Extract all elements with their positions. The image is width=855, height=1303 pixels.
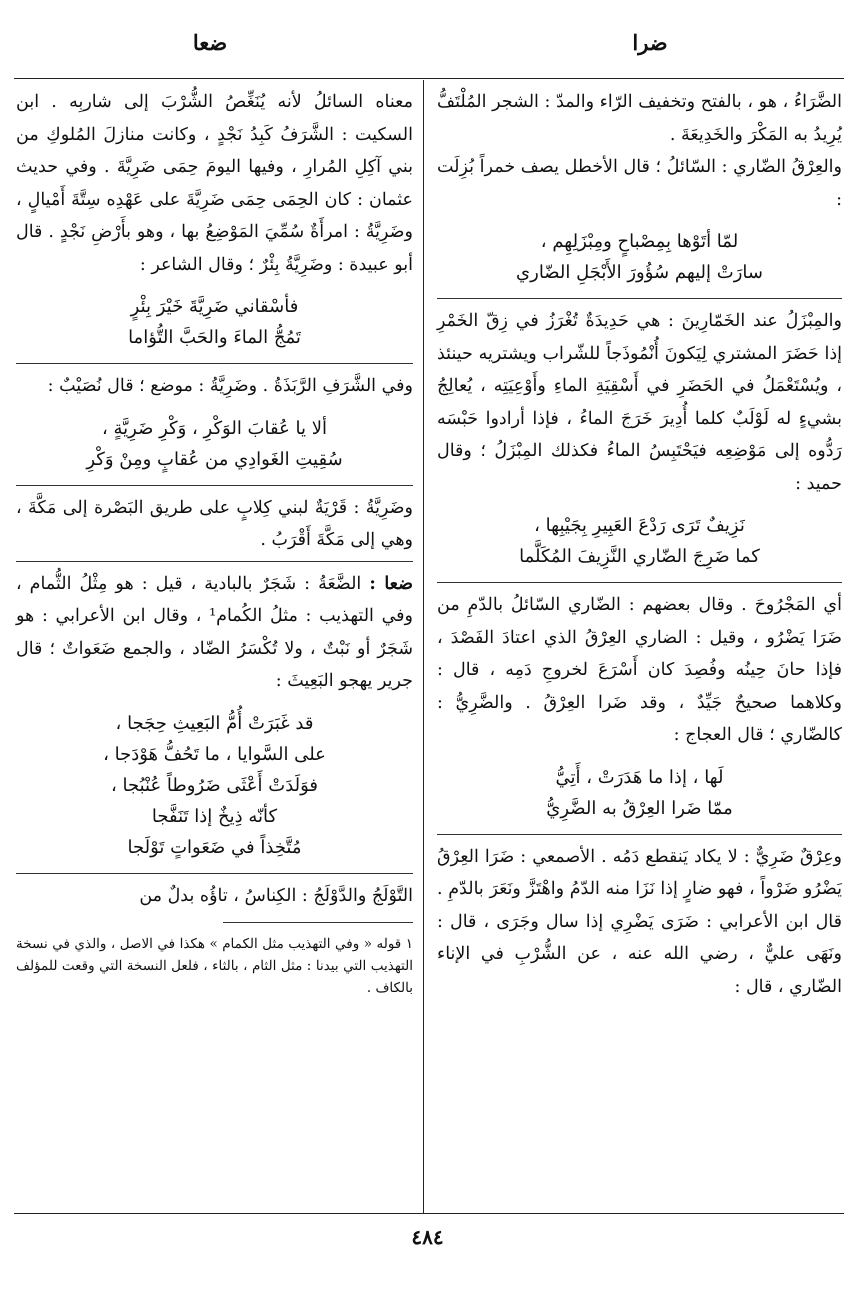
top-rule bbox=[14, 78, 844, 79]
verse bbox=[437, 510, 842, 572]
section-rule bbox=[16, 485, 413, 486]
verse-line: تَمُجُّ الماءَ والحَبَّ التُّؤاما bbox=[128, 327, 301, 348]
verse bbox=[437, 762, 842, 824]
verse-line: نَزِيفٌ تَرَى رَدْعَ العَبِيرِ بِجَيْبِها ، bbox=[534, 515, 745, 536]
section-rule bbox=[16, 561, 413, 562]
section-rule bbox=[437, 298, 842, 299]
section-rule bbox=[437, 834, 842, 835]
page-number: ٤٨٤ bbox=[411, 1225, 444, 1249]
verse-line: مُتَّخِذاً في ضَعَواتٍ تَوْلَجا bbox=[127, 836, 302, 858]
verse-line: فوَلَدَتْ أَعْثَى ضَرُوطاً عُنْبُجا ، bbox=[110, 774, 319, 796]
right-column bbox=[437, 86, 842, 1003]
verse-line: على السَّوايا ، ما تَحُفُّ هَوْدَجا ، bbox=[103, 743, 326, 765]
entry-headword: ضعا : bbox=[369, 573, 413, 594]
verse-line: لمّا أتَوْها بِمِصْباحٍ ومِبْزَلِهِم ، bbox=[540, 231, 739, 252]
paragraph: الضَّرَاءُ ، هو ، بالفتح وتخفيف الرّاء والمدّ : الشجر المُلْتَفُّ يُرِيدُ به المَكْرَ والخَدِيعَةَ . bbox=[437, 92, 842, 145]
footnote-rule bbox=[223, 922, 413, 923]
verse bbox=[16, 413, 413, 475]
verse bbox=[16, 708, 413, 863]
page-header-left: ضعا bbox=[192, 30, 228, 55]
verse-line: ممّا ضَرا العِرْقُ به الضَّرِيُّ bbox=[546, 797, 733, 819]
section-rule bbox=[16, 363, 413, 364]
paragraph: وفي الشَّرَفِ الرَّبَذَةُ . وضَرِيَّةُ : موضع ؛ قال نُصَيْبٌ : bbox=[47, 376, 413, 396]
verse-line: ألا يا عُقابَ الوَكْرِ ، وَكْرِ ضَرِيَّةٍ ، bbox=[101, 417, 328, 439]
verse-line: سارَتْ إليهم سُؤُورَ الأَبْجَلِ الضّاري bbox=[516, 262, 763, 283]
verse-line: لَها ، إذا ما هَدَرَتْ ، أَتِيُّ bbox=[555, 766, 724, 788]
paragraph: معناه السائلُ لأنه يُنَغِّصُ الشُّرْبَ إلى شاربِه . ابن السكيت : الشَّرَفُ كَبِدُ نَجْدٍ ، وكانت منازلَ المُلوكِ من بني آكِلِ المُرارِ ، وفيها اليومَ حِمَى ضَرِيَّةَ . وفي حديث عثمان : كان الحِمَى حِمَى ضَرِيَّةَ على عَهْدِه سِتَّةَ أَمْيالٍ ، وضَرِيَّةُ : امرأَةٌ سُمِّيَ المَوْضِعُ بها ، وهو بأَرْضِ نَجْدٍ . قال أبو عبيدة : وضَرِيَّةُ بِئْرٌ ؛ وقال الشاعر : bbox=[16, 92, 413, 275]
entry-paragraph bbox=[16, 568, 413, 698]
left-column bbox=[16, 86, 413, 999]
paragraph: وعِرْقٌ ضَرِيٌّ : لا يكاد يَنقطع دَمُه . الأصمعي : ضَرَا العِرْقُ يَضْرُو ضَرْواً ، فهو ضارٍ إذا نَزَا منه الدّمُ واهْتَزَّ ونَعَرَ بالدّمِ . قال ابن الأعرابي : ضَرَى يَضْرِي إذا سال وجَرَى ، قال : ونَهَى عليٌّ ، رضي الله عنه ، عن الشُّرْبِ في الإناء الضّاري ، قال : bbox=[437, 846, 842, 997]
paragraph: والمِبْزَلُ عند الخَمّارِينَ : هي حَدِيدَةٌ تُغْرَزُ في زِقّ الخَمْرِ إذا حَضَرَ المشتري لِيَكونَ أُنْمُوذَجاً للشّراب ويشتريه حينئذ ، ويُسْتَعْمَلُ في الحَضَرِ في أَسْقِيَةِ الماءِ وأَوْعِيَتِه ، يُعالِجُ بشيءٍ له لَوْلَبٌ كلما أُدِيرَ خَرَجَ الماءُ ، فإذا أرادوا حَبْسَه رَدُّوه إلى مَوْضِعِه فيَحْتَبِسُ الماءُ فكذلك المِبْزَلُ ؛ وقال حميد : bbox=[437, 311, 842, 494]
entry-text: الضَّعَةُ : شَجَرٌ بالبادية ، قيل : هو مِثْلُ الثُّمام ، وفي التهذيب : مثلُ الكُمام¹ ، وقال ابن الأعرابي : هو شَجَرٌ أو نَبْتٌ ، ولا تُكْسَرُ الضّاد ، والجمع ضَعَواتٌ ؛ قال جرير يهجو البَعِيثَ : bbox=[16, 573, 413, 691]
paragraph: التَّوْلَجُ والدَّوْلَجُ : الكِناسُ ، تاؤُه بدلٌ من bbox=[139, 885, 413, 906]
footnote: ١ قوله « وفي التهذيب مثل الكمام » هكذا في الاصل ، والذي في نسخة التهذيب التي بيدنا : مثل الثام ، بالثاء ، فلعل النسخة التي وقعت للمؤلف بالكاف . bbox=[16, 936, 413, 996]
verse-line: فأسْقاني ضَرِيَّةَ خَيْرَ بِئْرٍ bbox=[130, 296, 299, 317]
paragraph: والعِرْقُ الضّاري : السّائلُ ؛ قال الأخطل يصف خمراً بُزِلَت : bbox=[437, 157, 842, 210]
bottom-rule bbox=[14, 1213, 844, 1214]
verse bbox=[16, 291, 413, 353]
column-divider bbox=[423, 80, 424, 1213]
verse-line: قد غَبَرَتْ أُمُّ البَعِيثِ حِجَجا ، bbox=[115, 712, 314, 734]
paragraph: أي المَجْرُوحَ . وقال بعضهم : الضّاري السّائلُ بالدّمِ من ضَرَا يَضْرُو ، وقيل : الضاري العِرْقُ الذي اعتادَ الفَصْدَ ، فإذا حانَ حِينُه وفُصِدَ كان أَسْرَعَ لخروجِ دَمِه ، قال : وكلاهما صحيحٌ جَيِّدٌ ، وقد ضَرا العِرْقُ . والضَّرِيُّ : كالضّاري ؛ قال العجاج : bbox=[437, 595, 842, 745]
page-header-right: ضرا bbox=[632, 30, 668, 55]
paragraph: وضَرِيَّةُ : قَرْيَةٌ لبني كِلابٍ على طريق البَصْرة إلى مَكَّةَ ، وهي إلى مَكَّةَ أَقْرَبُ . bbox=[16, 497, 413, 550]
verse-line: كأنّه ذِيخٌ إذا تَنَفَّجا bbox=[151, 805, 278, 827]
verse-line: سُقِيتِ الغَوادِي من عُقابٍ ومِنْ وَكْرِ bbox=[86, 448, 343, 470]
section-rule bbox=[16, 873, 413, 874]
section-rule bbox=[437, 582, 842, 583]
verse bbox=[437, 226, 842, 288]
verse-line: كما ضَرِجَ الضّاري النَّزِيفَ المُكَلَّما bbox=[519, 546, 760, 567]
